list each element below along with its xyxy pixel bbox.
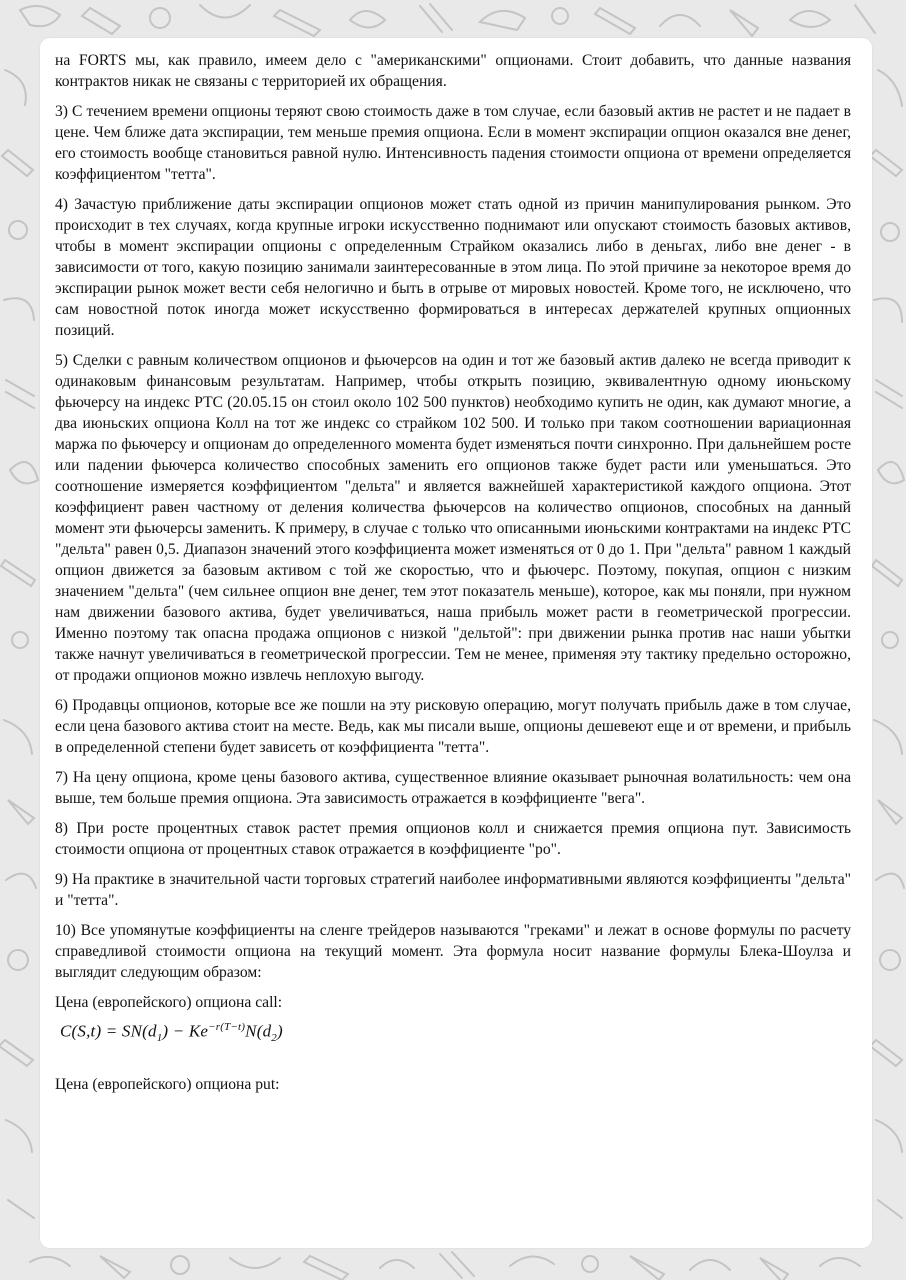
paragraph-forts-american-options: на FORTS мы, как правило, имеем дело с "американскими" опционами. Стоит добавить, что данные названия контрактов никак не связаны с территорией их обращения.: [55, 52, 851, 90]
paragraph-theta: 3) С течением времени опционы теряют свою стоимость даже в том случае, если базовый актив не растет и не падает в цене. Чем ближе дата экспирации, тем меньше премия опциона. Если в момент экспирации опцион оказался вне денег, его стоимость вообще становиться равной нулю. Интенсивность падения стоимости опциона от времени определяется коэффициентом "тетта".: [55, 103, 851, 183]
formula-sub-1: 1: [156, 1032, 163, 1045]
paragraph-expiration-manipulation: 4) Зачастую приближение даты экспирации опционов может стать одной из причин манипулирования рынком. Это происходит в тех случаях, когда крупные игроки искусственно поднимают или опускают стоимость базовых активов, чтобы в момент экспирации опционы с определенным Страйком оказались либо в деньгах, либо вне денег - в зависимости от того, какую позицию занимали заинтересованные в этом лица. По этой причине за некоторое время до экспирации рынок может вести себя нелогично и быть в отрыве от мировых новостей. Кроме того, не исключено, что сам новостной поток иногда может искусственно формироваться в интересах держателей крупных опционных позиций.: [55, 196, 851, 339]
formula-lhs: C(S,t) = SN(d: [60, 1021, 157, 1041]
formula-end: ): [276, 1021, 283, 1041]
paragraph-option-sellers: 6) Продавцы опционов, которые все же пошли на эту рисковую операцию, могут получать прибыль даже в том случае, если цена базового актива стоит на месте. Ведь, как мы писали выше, опционы дешевеют еще и от времени, и прибыль в определенной степени будет зависеть от коэффициента "тетта".: [55, 697, 851, 756]
paragraph-delta: 5) Сделки с равным количеством опционов и фьючерсов на один и тот же базовый актив далеко не всегда приводит к одинаковым финансовым результатам. Например, чтобы открыть позицию, эквивалентную одному июньскому фьючерсу на индекс РТС (20.05.15 он стоил около 102 500 пунктов) необходимо купить не один, как думают многие, а два июньских опциона Колл на тот же индекс со страйком 102 500. И только при таком соотношении вариационная маржа по фьючерсу и опционам до определенного момента будет изменяться почти синхронно. При дальнейшем росте или падении фьючерса количество способных заменить его опционов также будет расти или уменьшаться. Это соотношение измеряется коэффициентом "дельта" и является важнейшей характеристикой каждого опциона. Этот коэффициент равен частному от деления количества фьючерсов на количество опционов, способных на данный момент эти фьючерсы заменить. К примеру, в случае с только что описанными июньскими контрактами на индекс РТС "дельта" равен 0,5. Диапазон значений этого коэффициента может изменяться от 0 до 1. При "дельта" равном 1 каждый опцион движется за базовым активом с той же скоростью, что и фьючерс. Поэтому, покупая, опцион с низким значением "дельта" (чем сильнее опцион вне денег, тем этот показатель меньше), которое, как мы поняли, при нужном нам движении базового актива, будет увеличиваться, наша прибыль может расти в геометрической прогрессии. Именно поэтому так опасна продажа опционов с низкой "дельтой": при движении рынка против нас наши убытки также начнут увеличиваться в геометрической прогрессии. Тем не менее, применяя эту тактику предельно осторожно, от продажи опционов можно извлечь неплохую выгоду.: [55, 352, 851, 684]
formula-n2: N(d: [245, 1021, 272, 1041]
paragraph-black-scholes-intro: 10) Все упомянутые коэффициенты на сленге трейдеров называются "греками" и лежат в основе формулы по расчету справедливой стоимости опциона на текущий момент. Эта формула носит название формулы Блека-Шоулза и выглядит следующим образом:: [55, 922, 851, 981]
call-price-label: Цена (европейского) опциона call:: [55, 994, 283, 1011]
formula-mid: ) − Ke: [162, 1021, 209, 1041]
document-body: [55, 50, 851, 1104]
paragraph-informative-greeks: 9) На практике в значительной части торговых стратегий наиболее информативными являются коэффициенты "дельта" и "тетта".: [55, 871, 851, 909]
paragraph-rho: 8) При росте процентных ставок растет премия опционов колл и снижается премия опциона пут. Зависимость стоимости опциона от процентных ставок отражается в коэффициенте "ро".: [55, 820, 851, 858]
document-page: [40, 38, 872, 1248]
put-price-label: Цена (европейского) опциона put:: [55, 1076, 280, 1094]
formula-exponent: −r(T−t): [208, 1021, 246, 1033]
formula-sub-2: 2: [271, 1032, 277, 1045]
black-scholes-call-formula: [60, 1017, 851, 1049]
paragraph-vega: 7) На цену опциона, кроме цены базового актива, существенное влияние оказывает рыночная волатильность: чем она выше, тем больше премия опциона. Эта зависимость отражается в коэффициенте "вега".: [55, 769, 851, 807]
